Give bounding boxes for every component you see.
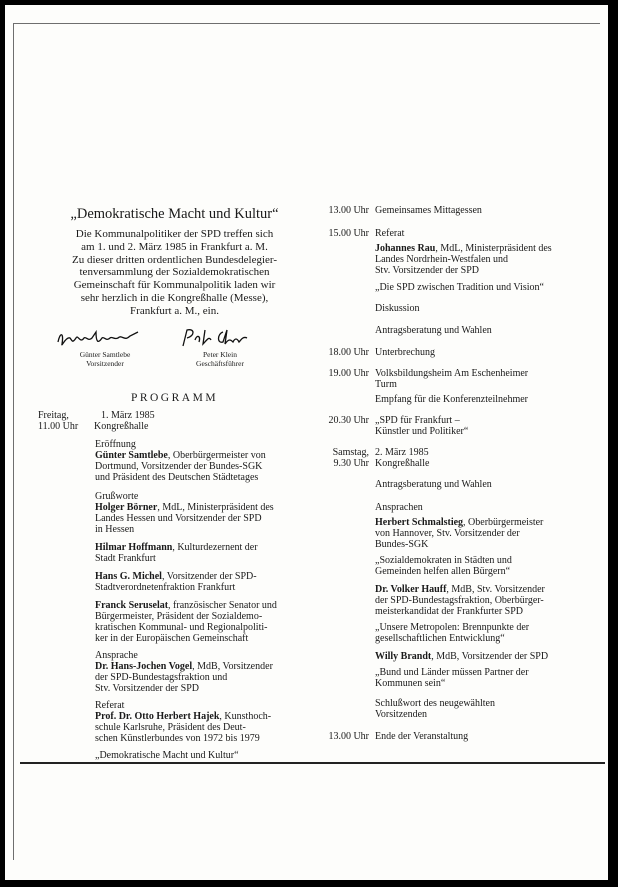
speaker-detail: , Kunsthoch- xyxy=(219,711,272,722)
speaker-detail: Stadt Frankfurt xyxy=(95,553,156,564)
referat-topic: „Die SPD zwischen Tradition und Vision“ xyxy=(375,282,544,293)
referat-topic: „Demokratische Macht und Kultur“ xyxy=(95,750,239,761)
speaker-detail: , französischer Senator und xyxy=(168,600,277,611)
section-label: Referat xyxy=(95,700,125,711)
document-title: „Demokratische Macht und Kultur“ xyxy=(70,206,279,222)
intro-line: tenversammlung der Sozialdemokratischen xyxy=(79,266,270,279)
signatory-role: Vorsitzender xyxy=(86,358,124,368)
speaker-detail: Bürgermeister, Präsident der Sozialdemo- xyxy=(95,611,263,622)
time-label: 13.00 Uhr xyxy=(328,731,369,742)
left-column xyxy=(38,205,311,761)
schedule-row xyxy=(323,205,608,216)
speaker-detail: Dortmund, Vorsitzender der Bundes-SGK xyxy=(95,461,263,472)
speaker-detail: der SPD-Bundestagsfraktion, Oberbürger- xyxy=(375,595,544,606)
schedule-item: Unterbrechung xyxy=(375,347,435,358)
day2-time: 9.30 Uhr xyxy=(333,458,369,469)
referat-block xyxy=(95,700,311,761)
time-label: 19.00 Uhr xyxy=(328,368,369,379)
schedule-item: Schlußwort des neugewählten xyxy=(375,698,495,709)
speaker-name: Willy Brandt xyxy=(375,651,432,662)
signature-samtlebe xyxy=(50,326,160,368)
speaker-name: Franck Seruselat xyxy=(95,600,169,611)
schedule-item: Antragsberatung und Wahlen xyxy=(375,325,492,336)
speaker-detail: ker in der Europäischen Gemeinschaft xyxy=(95,633,249,644)
section-label: Eröffnung xyxy=(95,439,136,450)
day1-date: 1. März 1985 xyxy=(101,410,155,421)
speaker-detail: , MdL, Ministerpräsident des xyxy=(435,243,552,254)
speaker-detail: , MdB, Stv. Vorsitzender xyxy=(446,584,545,595)
intro-line: sehr herzlich in die Kongreßhalle (Messe), xyxy=(80,291,269,304)
speaker-detail: Stv. Vorsitzender der SPD xyxy=(95,683,199,694)
schedule-item: Diskussion xyxy=(375,303,420,314)
speaker-name: Johannes Rau xyxy=(375,243,436,254)
day2-date: 2. März 1985 xyxy=(375,447,429,458)
speaker-detail: Bundes-SGK xyxy=(375,539,429,550)
day2-label: Samstag, xyxy=(332,447,369,458)
speaker-detail: , Kulturdezernent der xyxy=(172,542,258,553)
handwritten-signature-icon xyxy=(165,326,275,350)
section-label: Grußworte xyxy=(95,491,139,502)
speaker-name: Günter Samtlebe xyxy=(95,450,168,461)
speaker-detail: meisterkandidat der Frankfurter SPD xyxy=(375,606,524,617)
speaker-name: Hans G. Michel xyxy=(95,571,162,582)
eroeffnung-block xyxy=(95,439,311,483)
right-column xyxy=(323,205,608,742)
schedule-item: Empfang für die Konferenzteilnehmer xyxy=(375,394,528,405)
time-label: 13.00 Uhr xyxy=(328,205,369,216)
speech-topic: „Bund und Länder müssen Partner der xyxy=(375,667,529,678)
intro-line: Gemeinschaft für Kommunalpolitik laden wir xyxy=(73,279,276,292)
speaker-detail: , MdB, Vorsitzender xyxy=(192,661,273,672)
speaker-detail: Landes Nordrhein-Westfalen und xyxy=(375,254,509,265)
schedule-item: „SPD für Frankfurt – xyxy=(375,415,460,426)
day2-place: Kongreßhalle xyxy=(375,458,430,469)
day2-header xyxy=(323,447,608,469)
speech-topic: „Sozialdemokraten in Städten und xyxy=(375,555,512,566)
speech-topic: „Unsere Metropolen: Brennpunkte der xyxy=(375,622,530,633)
speaker-name: Holger Börner xyxy=(95,502,158,513)
rau-block xyxy=(375,243,608,336)
scan-border-top xyxy=(13,23,600,24)
schedule-item: Gemeinsames Mittagessen xyxy=(375,205,482,216)
speaker-detail: Stadtverordnetenfraktion Frankfurt xyxy=(95,582,236,593)
speaker-detail: Landes Hessen und Vorsitzender der SPD xyxy=(95,513,262,524)
signatory-name: Peter Klein xyxy=(203,349,237,359)
schedule-row xyxy=(323,228,608,239)
section-label: Ansprache xyxy=(95,650,138,661)
speaker-detail: , Vorsitzender der SPD- xyxy=(161,571,257,582)
speaker-detail: , Oberbürgermeister von xyxy=(167,450,266,461)
schedule-row xyxy=(323,415,608,437)
time-label: 15.00 Uhr xyxy=(328,228,369,239)
signatory-name: Günter Samtlebe xyxy=(79,349,131,359)
speaker-detail: Stv. Vorsitzender der SPD xyxy=(375,265,479,276)
speaker-detail: in Hessen xyxy=(95,524,135,535)
schedule-item: Ende der Veranstaltung xyxy=(375,731,469,742)
section-label: Ansprachen xyxy=(375,502,423,513)
day1-label: Freitag, xyxy=(38,410,69,421)
intro-line: Die Kommunalpolitiker der SPD treffen sich xyxy=(75,228,274,240)
schedule-item: Vorsitzenden xyxy=(375,709,428,720)
schedule-row xyxy=(323,731,608,742)
section-label: Referat xyxy=(375,228,405,239)
signature-klein xyxy=(165,326,275,368)
speech-topic: gesellschaftlichen Entwicklung“ xyxy=(375,633,505,644)
schedule-item: Künstler und Politiker“ xyxy=(375,426,469,437)
handwritten-signature-icon xyxy=(50,326,160,350)
signatory-role: Geschäftsführer xyxy=(196,358,244,368)
speaker-detail: schen Künstlerbundes von 1972 bis 1979 xyxy=(95,733,260,744)
speaker-detail: , MdB, Vorsitzender der SPD xyxy=(431,651,549,662)
speaker-name: Dr. Volker Hauff xyxy=(375,584,447,595)
speaker-detail: , Oberbürgermeister xyxy=(463,517,544,528)
document-page xyxy=(5,5,608,880)
speaker-detail: schule Karlsruhe, Präsident des Deut- xyxy=(95,722,246,733)
intro-line: am 1. und 2. März 1985 in Frankfurt a. M. xyxy=(81,240,268,253)
speaker-detail: , MdL, Ministerpräsident des xyxy=(157,502,274,513)
schedule-row xyxy=(323,368,608,405)
time-label: 20.30 Uhr xyxy=(328,415,369,426)
program-day1 xyxy=(38,410,311,761)
intro-line: Frankfurt a. M., ein. xyxy=(130,304,219,317)
speaker-name: Herbert Schmalstieg xyxy=(375,517,464,528)
speaker-detail: kratischen Kommunal- und Regionalpoliti- xyxy=(95,622,268,633)
speech-topic: Kommunen sein“ xyxy=(375,678,446,689)
intro-text xyxy=(38,228,311,318)
signatures xyxy=(38,326,311,378)
day1-place: Kongreßhalle xyxy=(94,421,149,432)
speaker-detail: von Hannover, Stv. Vorsitzender der xyxy=(375,528,520,539)
ansprache-block xyxy=(95,650,311,694)
speaker-detail: und Präsident des Deutschen Städtetages xyxy=(95,472,259,483)
bottom-rule xyxy=(20,762,605,764)
schedule-item: Volksbildungsheim Am Eschenheimer xyxy=(375,368,529,379)
programm-heading: PROGRAMM xyxy=(130,391,219,404)
speaker-name: Prof. Dr. Otto Herbert Hajek xyxy=(95,711,220,722)
schedule-item: Turm xyxy=(375,379,397,390)
day1-header xyxy=(38,410,311,432)
day2-block xyxy=(375,479,608,720)
speaker-detail: der SPD-Bundestagsfraktion und xyxy=(95,672,228,683)
speech-topic: Gemeinden helfen allen Bürgern“ xyxy=(375,566,511,577)
grussworte-block xyxy=(95,491,311,644)
schedule-row xyxy=(323,347,608,358)
speaker-name: Hilmar Hoffmann xyxy=(95,542,173,553)
scan-border-left xyxy=(13,23,14,860)
time-label: 18.00 Uhr xyxy=(328,347,369,358)
speaker-name: Dr. Hans-Jochen Vogel xyxy=(95,661,193,672)
day1-time: 11.00 Uhr xyxy=(38,421,79,432)
schedule-item: Antragsberatung und Wahlen xyxy=(375,479,492,490)
intro-line: Zu dieser dritten ordentlichen Bundesdelegier- xyxy=(71,253,278,266)
